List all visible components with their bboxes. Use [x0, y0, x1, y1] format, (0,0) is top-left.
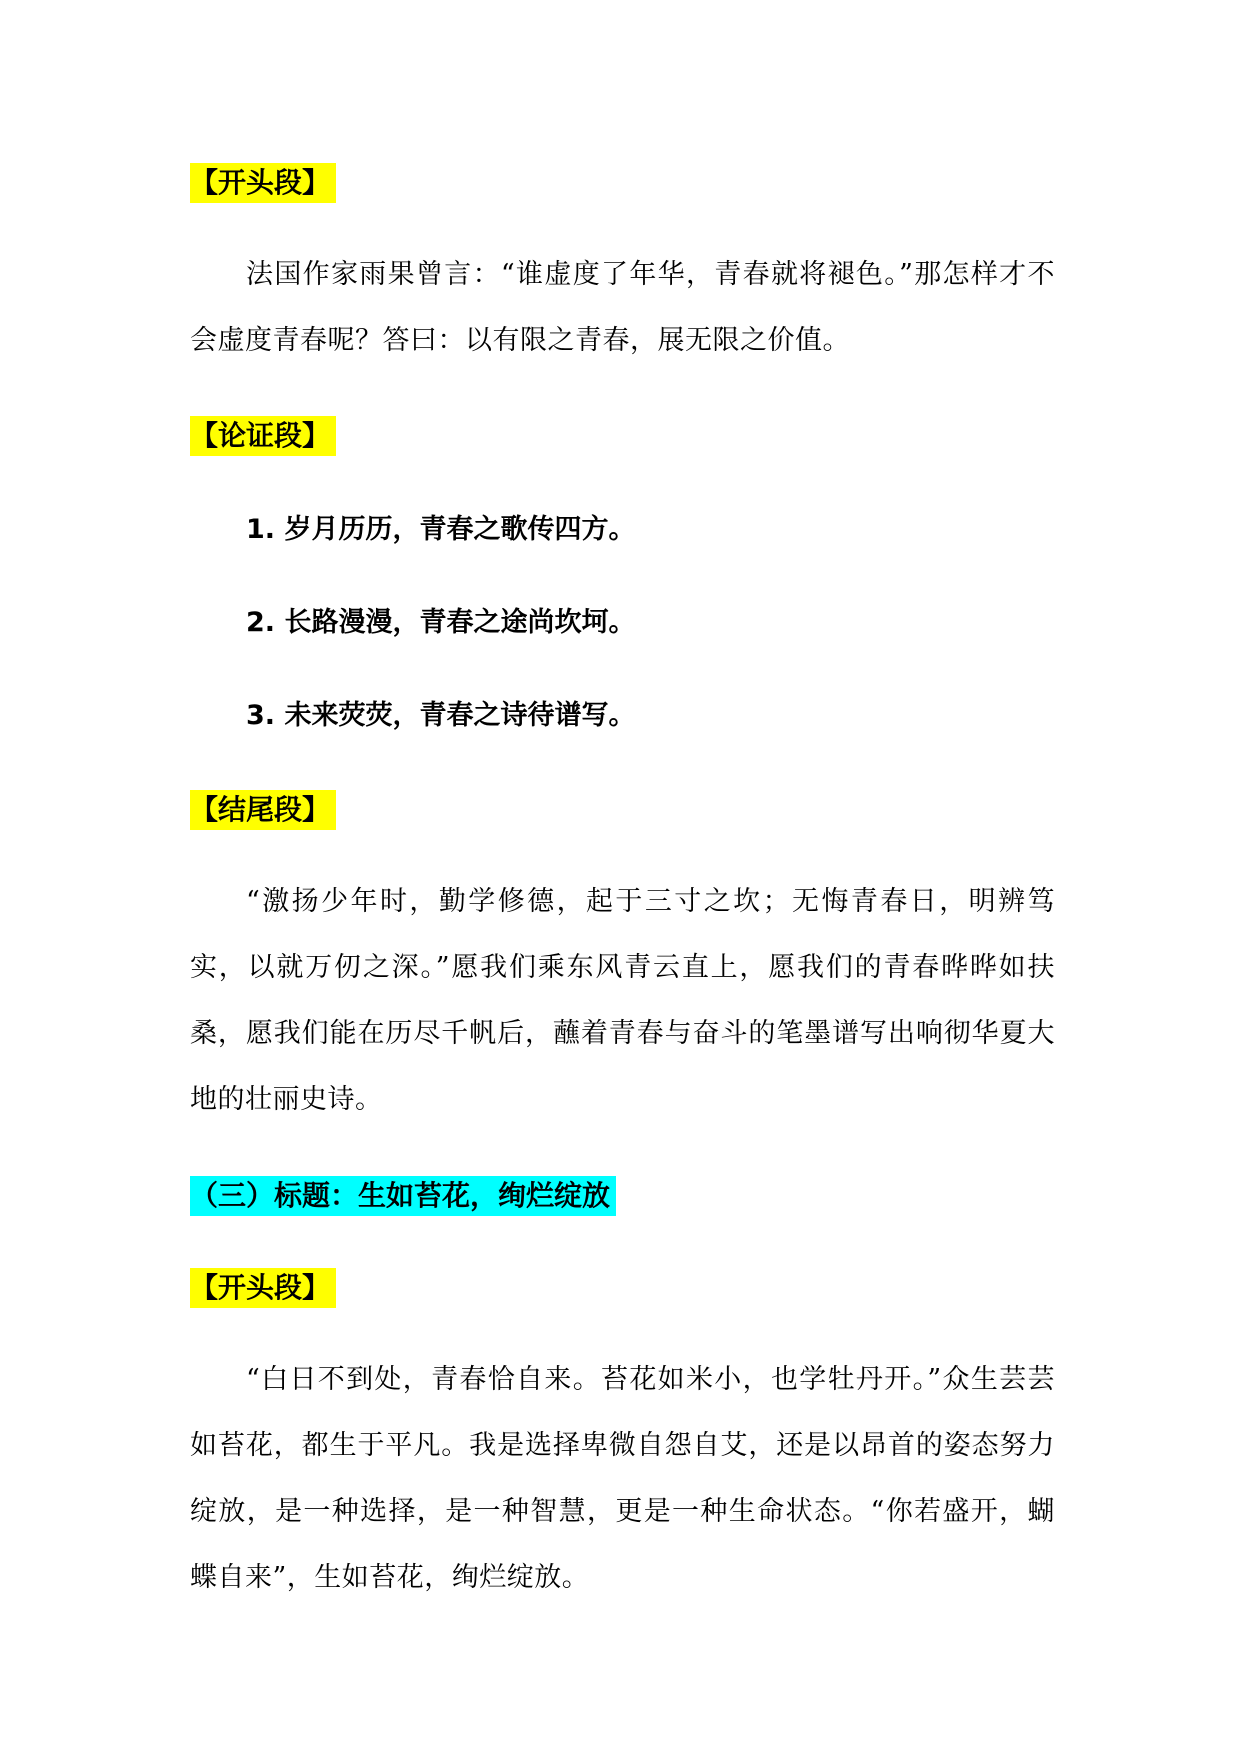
- closing-heading: [190, 790, 1055, 830]
- opening-paragraph-1: 法国作家雨果曾言：“谁虚度了年华，青春就将褪色。”那怎样才不会虚度青春呢？答曰：以有限之青春，展无限之价值。: [190, 259, 1055, 356]
- closing-label: 【结尾段】: [190, 790, 336, 830]
- argument-label: 【论证段】: [190, 416, 336, 456]
- opening-label: 【开头段】: [190, 163, 336, 203]
- opening-heading-1: [190, 163, 1055, 203]
- closing-paragraph: “激扬少年时，勤学修德，起于三寸之坎；无悔青春日，明辨笃实，以就万仞之深。”愿我们乘东风青云直上，愿我们的青春晔晔如扶桑，愿我们能在历尽千帆后，蘸着青春与奋斗的笔墨谱写出响彻华夏大地的壮丽史诗。: [190, 886, 1055, 1115]
- argument-point-1: 1. 岁月历历，青春之歌传四方。: [246, 514, 636, 545]
- argument-point-3: 3. 未来荧荧，青春之诗待谱写。: [246, 700, 636, 731]
- section-title: [190, 1176, 1055, 1216]
- argument-point-2: 2. 长路漫漫，青春之途尚坎坷。: [246, 607, 636, 638]
- section-title-label: （三）标题：生如苔花，绚烂绽放: [190, 1176, 616, 1216]
- argument-heading: [190, 416, 1055, 456]
- opening-heading-2: [190, 1268, 1055, 1308]
- opening-paragraph-2: “白日不到处，青春恰自来。苔花如米小，也学牡丹开。”众生芸芸如苔花，都生于平凡。我是选择卑微自怨自艾，还是以昂首的姿态努力绽放，是一种选择，是一种智慧，更是一种生命状态。“你若盛开，蝴蝶自来”，生如苔花，绚烂绽放。: [190, 1364, 1055, 1593]
- opening-label-2: 【开头段】: [190, 1268, 336, 1308]
